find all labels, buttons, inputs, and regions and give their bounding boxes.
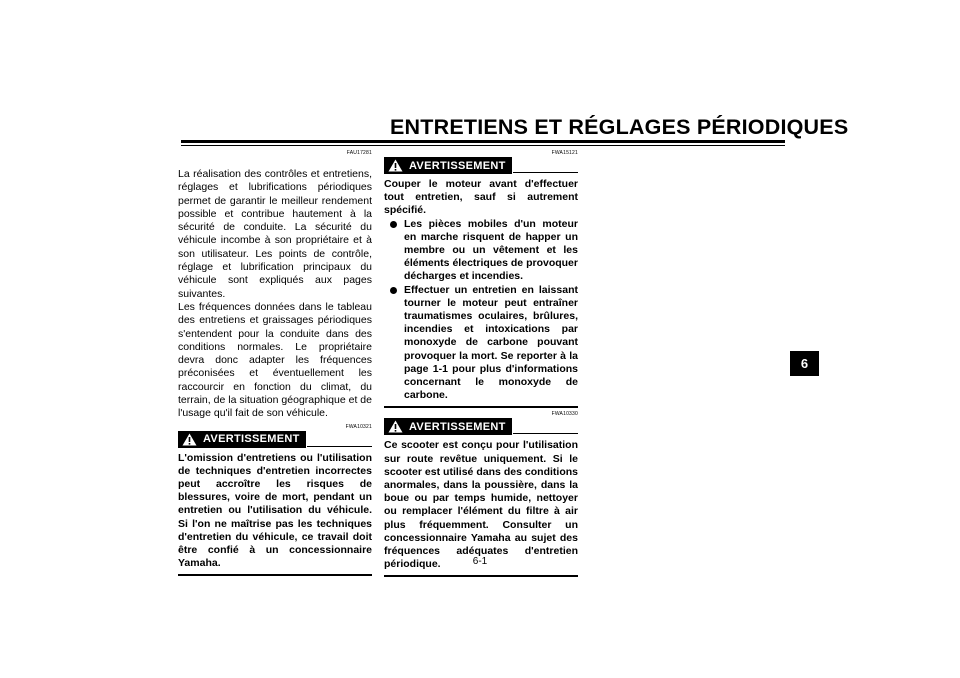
bullet-text: Les pièces mobiles d'un moteur en marche risquent de happer un membre ou un vêtement et les éléments électriques de provoquer décharges et incendies. [404,217,578,283]
header-rule-thin [181,145,785,146]
warning-label: AVERTISSEMENT [409,159,506,172]
warning-end-rule [178,574,372,576]
intro-text [178,168,372,421]
warning-badge [384,418,512,435]
warning-header-line [307,446,372,447]
page-title: ENTRETIENS ET RÉGLAGES PÉRIODIQUES [390,115,849,139]
section-code: FAU17281 [346,150,372,156]
warning-text [384,178,578,402]
warning-triangle-icon [182,433,197,446]
warning-header [384,157,578,174]
bullet-icon [390,221,397,228]
warning-text: L'omission d'entretiens ou l'utilisation de techniques d'entretien incorrectes peut accroître les risques de blessures, voire de mort, pendant un entretien ou l'utilisation du véhicule. Si l'on ne maîtrise pas les techniques d'entretien du véhicule, ce travail doit être confié à un concessionnaire Yamaha. [178,451,372,570]
list-item [384,284,578,403]
warning-triangle-icon [388,420,403,433]
warning-end-rule [384,406,578,408]
warning-code: FWA10321 [345,423,372,430]
warning-intro: Couper le moteur avant d'effectuer tout entretien, sauf si autrement spécifié. [384,178,578,217]
warning-triangle-icon [388,159,403,172]
warning-code: FWA15121 [551,150,578,156]
list-item [384,218,578,284]
bullet-icon [390,287,397,294]
warning-label: AVERTISSEMENT [203,433,300,446]
warning-header [178,431,372,448]
warning-header-line [513,172,578,173]
warning-code: FWA10330 [551,411,578,418]
warning-header [384,418,578,435]
paragraph: La réalisation des contrôles et entretiens, réglages et lubrifications périodiques permet de garantir le meilleur rendement possible et contribue hautement à la sécurité de conduite. La sécurité du véhicule incombe à son propriétaire et à son utilisateur. Les points de contrôle, réglage et lubrification principaux du véhicule sont expliqués aux pages suivantes. [178,168,372,300]
warning-text: Ce scooter est conçu pour l'utilisation sur route revêtue uniquement. Si le scooter est utilisé dans des conditions anormales, dans la poussière, dans la boue ou par temps humide, nettoyer ou remplacer l'élément du filtre à air plus fréquemment. Consulter un concessionnaire Yamaha au sujet des fréquences adéquates d'entretien périodique. [384,439,578,571]
warning-bullet-list [384,218,578,403]
left-column [178,150,372,576]
bullet-text: Effectuer un entretien en laissant tourner le moteur peut entraîner traumatismes oculaires, brûlures, incendies et intoxications par monoxyde de carbone pouvant provoquer la mort. Se reporter à la page 1-1 pour plus d'informations concernant le monoxyde de carbone. [404,283,578,402]
warning-end-rule [384,575,578,577]
page-number: 6-1 [472,556,488,567]
warning-label: AVERTISSEMENT [409,420,506,433]
warning-badge [384,157,512,174]
warning-badge [178,431,306,448]
header-rule [181,140,785,143]
chapter-tab: 6 [790,351,819,376]
warning-header-line [513,433,578,434]
right-column [384,150,578,577]
paragraph: Les fréquences données dans le tableau des entretiens et graissages périodiques s'entendent pour la conduite dans des conditions normales. Le propriétaire devra donc adapter les fréquences préconisées et éventuellement les raccourcir en fonction du climat, du terrain, de la situation géographique et de l'usage qu'il fait de son véhicule. [178,300,372,420]
